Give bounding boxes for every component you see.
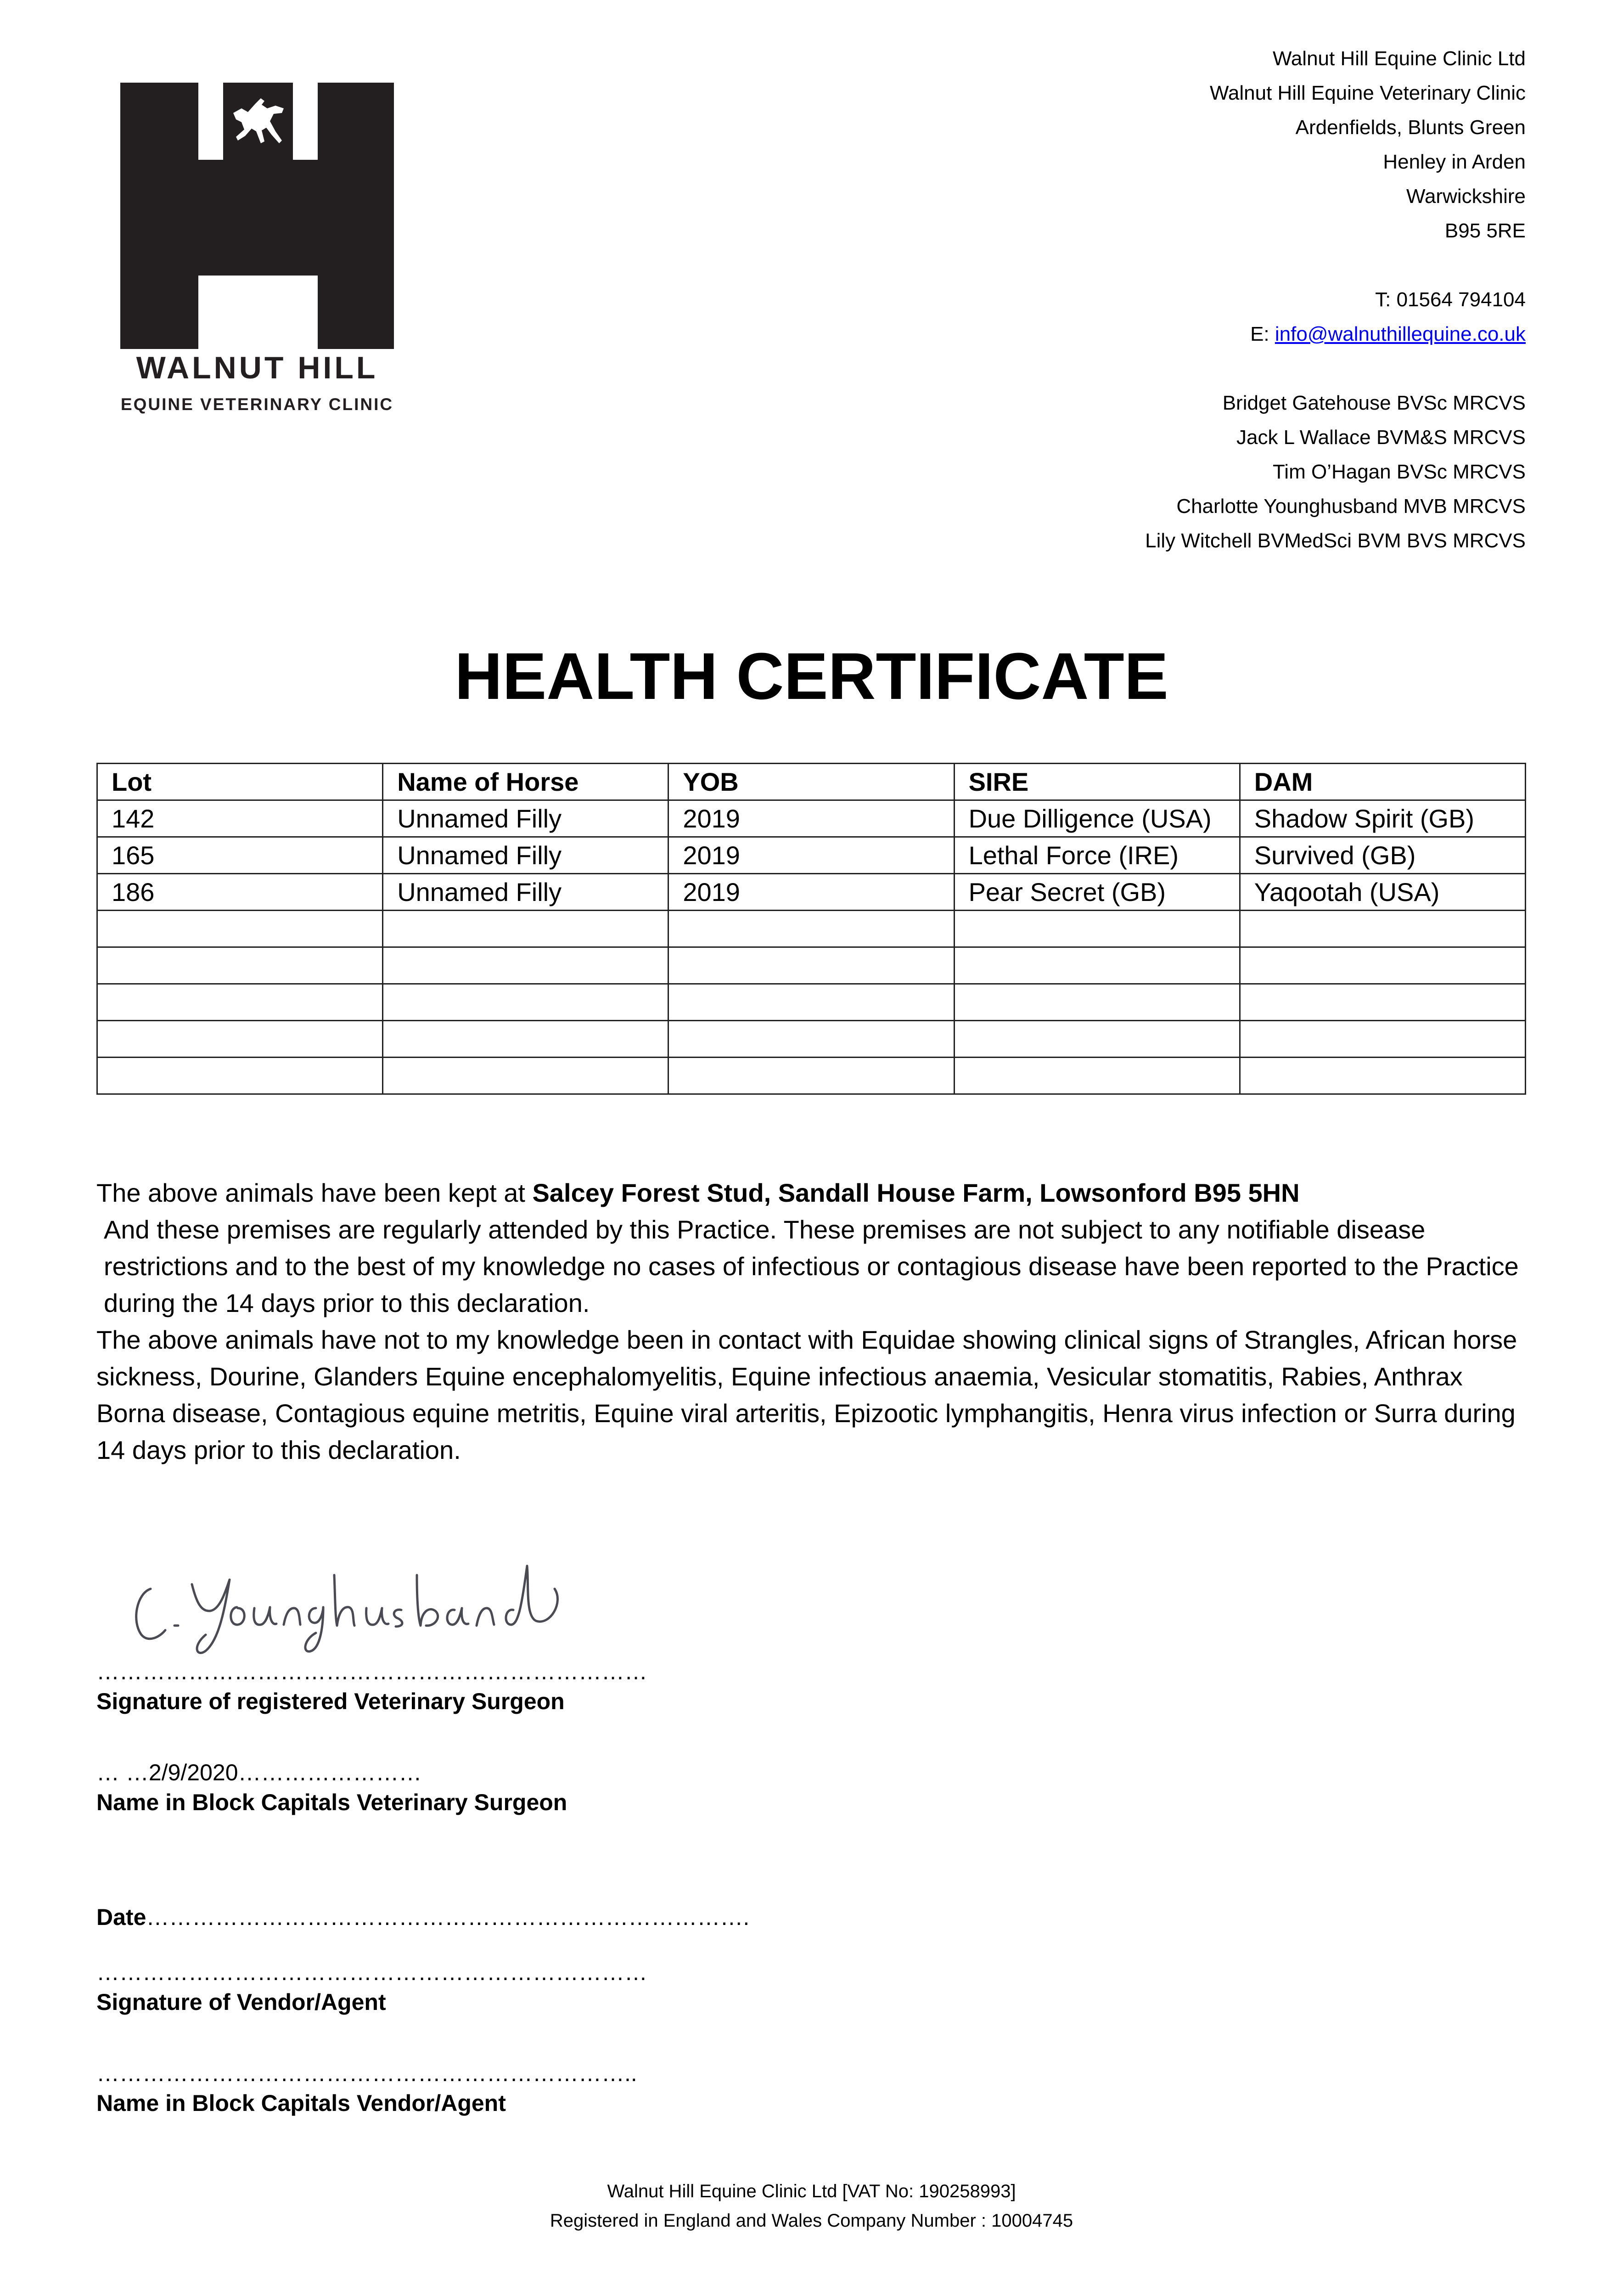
email-line (975, 317, 1526, 351)
cell-lot (97, 1058, 383, 1094)
table-row-empty (97, 1058, 1526, 1094)
logo-bottom-slot (198, 276, 318, 349)
date-block (96, 1903, 749, 1931)
vendor-signature-block (96, 1958, 647, 2018)
cell-lot: 186 (97, 874, 383, 911)
vet-name-label: Name in Block Capitals Veterinary Surgeon (96, 1790, 567, 1815)
cell-sire (954, 947, 1240, 984)
footer (0, 2177, 1623, 2235)
vendor-signature-dots: ……………………………………………………………… (96, 1959, 647, 1985)
cell-yob: 2019 (668, 874, 954, 911)
header-yob: YOB (668, 764, 954, 800)
vet-signature-block (96, 1658, 647, 1717)
table-row-empty (97, 1021, 1526, 1058)
cell-sire (954, 1021, 1240, 1058)
header-dam: DAM (1240, 764, 1525, 800)
cell-dam (1240, 984, 1525, 1021)
cell-dam: Survived (GB) (1240, 837, 1525, 874)
table-row (97, 874, 1526, 911)
cell-lot: 142 (97, 800, 383, 837)
cell-yob: 2019 (668, 837, 954, 874)
vet-signature-dots: ……………………………………………………………… (96, 1659, 647, 1684)
table-row-empty (97, 947, 1526, 984)
vet-signature-image (123, 1557, 573, 1658)
kept-at-prefix: The above animals have been kept at (96, 1178, 533, 1207)
horses-table (96, 763, 1526, 1095)
email-link[interactable]: info@walnuthillequine.co.uk (1275, 323, 1526, 345)
vet-name-block (96, 1759, 567, 1818)
cell-lot (97, 984, 383, 1021)
cell-name: Unnamed Filly (383, 837, 668, 874)
cell-lot: 165 (97, 837, 383, 874)
cell-yob (668, 911, 954, 947)
header-name: Name of Horse (383, 764, 668, 800)
header-lot: Lot (97, 764, 383, 800)
vet-signature-label: Signature of registered Veterinary Surgeon (96, 1688, 565, 1714)
cell-sire: Lethal Force (IRE) (954, 837, 1240, 874)
cell-lot (97, 911, 383, 947)
cell-name: Unnamed Filly (383, 800, 668, 837)
clinic-logo (120, 83, 394, 349)
cell-yob (668, 947, 954, 984)
table-row (97, 800, 1526, 837)
cell-dam (1240, 911, 1525, 947)
cell-yob (668, 1021, 954, 1058)
vet-name: Jack L Wallace BVM&S MRCVS (1236, 426, 1526, 449)
header-sire: SIRE (954, 764, 1240, 800)
cell-dam (1240, 1021, 1525, 1058)
vendor-signature-label: Signature of Vendor/Agent (96, 1989, 386, 2015)
vet-name: Lily Witchell BVMedSci BVM BVS MRCVS (1145, 529, 1526, 552)
footer-company-line: Registered in England and Wales Company Number : 10004745 (550, 2211, 1073, 2231)
contact-block (975, 41, 1526, 558)
vendor-name-label: Name in Block Capitals Vendor/Agent (96, 2090, 506, 2116)
address-line: Warwickshire (1406, 185, 1526, 208)
horse-icon (228, 95, 288, 154)
cell-name (383, 1021, 668, 1058)
cell-dam: Shadow Spirit (GB) (1240, 800, 1525, 837)
cell-name: Unnamed Filly (383, 874, 668, 911)
vet-name: Charlotte Younghusband MVB MRCVS (1176, 495, 1526, 518)
cell-dam (1240, 1058, 1525, 1094)
table-header-row (97, 764, 1526, 800)
cell-name (383, 1058, 668, 1094)
cell-yob (668, 1058, 954, 1094)
footer-vat-line: Walnut Hill Equine Clinic Ltd [VAT No: 190258993] (607, 2181, 1016, 2201)
cell-sire: Pear Secret (GB) (954, 874, 1240, 911)
vet-name-dots: … …2/9/2020…………………… (96, 1760, 422, 1785)
address-line: B95 5RE (1444, 219, 1526, 242)
address-line: Henley in Arden (1383, 151, 1526, 173)
cell-lot (97, 947, 383, 984)
cell-dam: Yaqootah (USA) (1240, 874, 1525, 911)
cell-sire: Due Dilligence (USA) (954, 800, 1240, 837)
vet-name: Tim O’Hagan BVSc MRCVS (1273, 461, 1526, 483)
date-dots: ……………………………………………………………………. (146, 1904, 750, 1930)
cell-lot (97, 1021, 383, 1058)
page-title: HEALTH CERTIFICATE (455, 639, 1168, 713)
table-row-empty (97, 911, 1526, 947)
declaration-text (96, 1175, 1529, 1469)
address-line: Walnut Hill Equine Veterinary Clinic (1210, 82, 1526, 104)
address-line: Walnut Hill Equine Clinic Ltd (1272, 47, 1526, 70)
cell-name (383, 911, 668, 947)
kept-at-location: Salcey Forest Stud, Sandall House Farm, Lowsonford B95 5HN (532, 1178, 1300, 1207)
cell-name (383, 984, 668, 1021)
cell-name (383, 947, 668, 984)
declaration-paragraph-2: The above animals have not to my knowledge been in contact with Equidae showing clinical signs of Strangles, African horse sickness, Dourine, Glanders Equine encephalomyelitis, Equine infectious anaemia, Vesicular stomatitis, Rabies, Anthrax Borna disease, Contagious equine metritis, Equine viral arteritis, Epizootic lymphangitis, Henra virus infection or Surra during 14 days prior to this declaration. (96, 1325, 1517, 1464)
cell-sire (954, 984, 1240, 1021)
kept-at-line (96, 1175, 1529, 1211)
brand-subtitle: EQUINE VETERINARY CLINIC (120, 395, 394, 414)
cell-sire (954, 911, 1240, 947)
vendor-name-dots: …………………………………………………………….. (96, 2060, 637, 2086)
cell-sire (954, 1058, 1240, 1094)
cell-yob (668, 984, 954, 1021)
vet-name: Bridget Gatehouse BVSc MRCVS (1222, 392, 1526, 414)
brand-name: WALNUT HILL (136, 350, 378, 385)
table-row-empty (97, 984, 1526, 1021)
cell-yob: 2019 (668, 800, 954, 837)
email-prefix: E: (1250, 323, 1275, 345)
date-label: Date (96, 1904, 146, 1930)
phone-number: T: 01564 794104 (1375, 288, 1526, 311)
table-row (97, 837, 1526, 874)
vendor-name-block (96, 2060, 637, 2119)
cell-dam (1240, 947, 1525, 984)
declaration-paragraph-1: And these premises are regularly attended by this Practice. These premises are not subject to any notifiable disease restrictions and to the best of my knowledge no cases of infectious or contagious disease have been reported to the Practice during the 14 days prior to this declaration. (104, 1215, 1519, 1317)
address-line: Ardenfields, Blunts Green (1295, 116, 1526, 139)
